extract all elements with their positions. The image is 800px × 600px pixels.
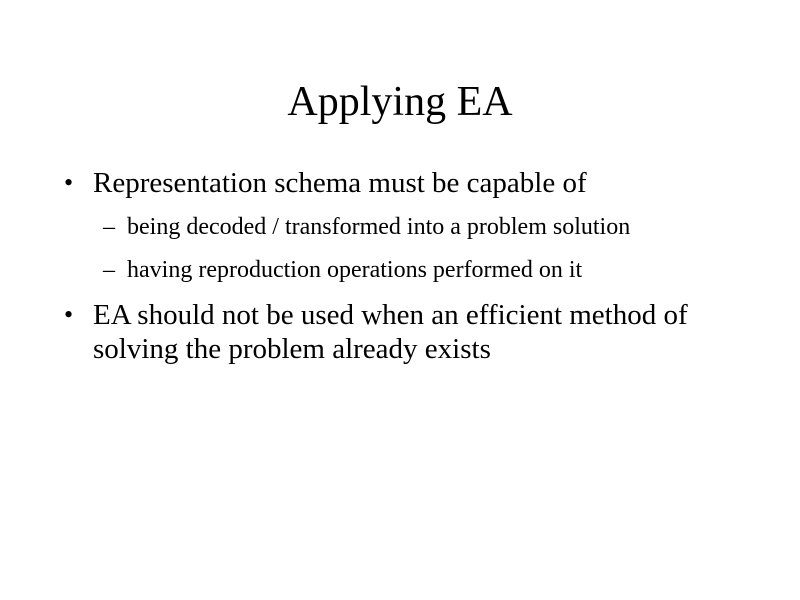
slide-title: Applying EA [287,79,513,125]
dash-icon: – [103,214,115,240]
bullet-list [64,166,744,366]
bullet-text: Representation schema must be capable of [93,167,587,199]
sub-bullet-item [103,212,744,243]
bullet-dot-icon: • [64,300,74,329]
sub-bullet-list [103,212,744,286]
bullet-item [64,166,744,286]
sub-bullet-text: being decoded / transformed into a problem solution [127,214,631,240]
dash-icon: – [103,257,115,283]
bullet-item [64,298,744,366]
sub-bullet-item [103,255,744,286]
bullet-dot-icon: • [64,168,74,197]
bullet-text: EA should not be used when an efficient method of solving the problem already exists [93,299,688,365]
sub-bullet-text: having reproduction operations performed on it [127,257,583,283]
